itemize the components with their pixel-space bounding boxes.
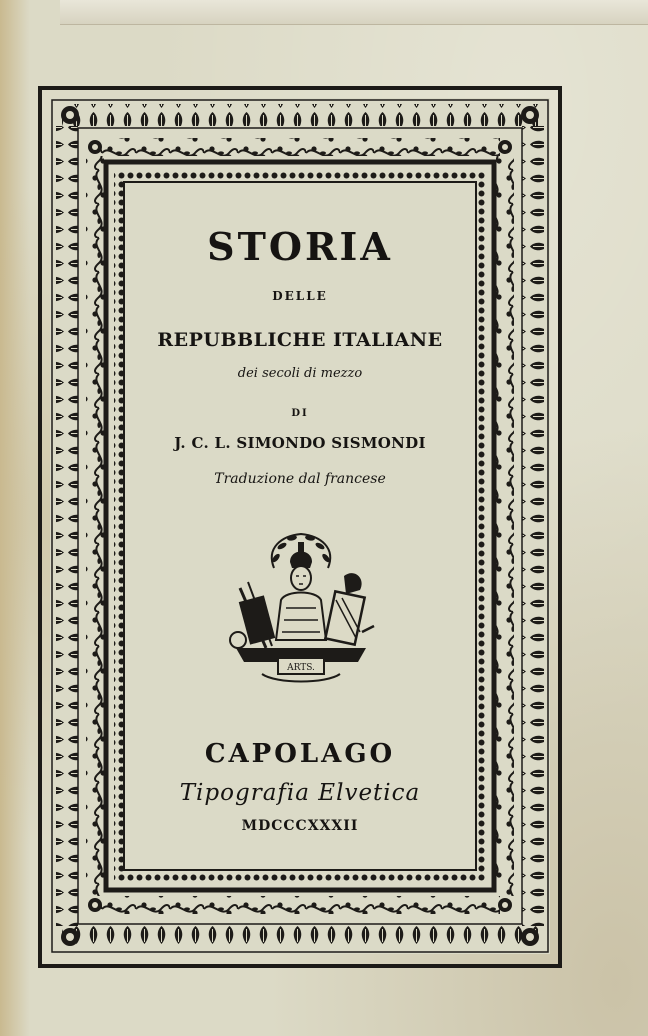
publication-year: MDCCCXXXII (241, 818, 359, 834)
epoch-line: dei secoli di mezzo (237, 366, 363, 381)
title-connector: DELLE (272, 289, 328, 303)
allegorical-vignette-icon (226, 528, 376, 688)
book-title: STORIA (207, 224, 393, 269)
author-prefix: DI (291, 408, 309, 419)
translation-note: Traduzione dal francese (214, 471, 386, 487)
author-name: J. C. L. SIMONDO SISMONDI (174, 434, 426, 452)
title-panel (126, 188, 474, 876)
printer-name: Tipografia Elvetica (179, 780, 421, 806)
book-subtitle: REPUBBLICHE ITALIANE (157, 329, 443, 351)
vignette-label: ARTS. (287, 663, 315, 673)
publication-city: CAPOLAGO (204, 739, 396, 769)
